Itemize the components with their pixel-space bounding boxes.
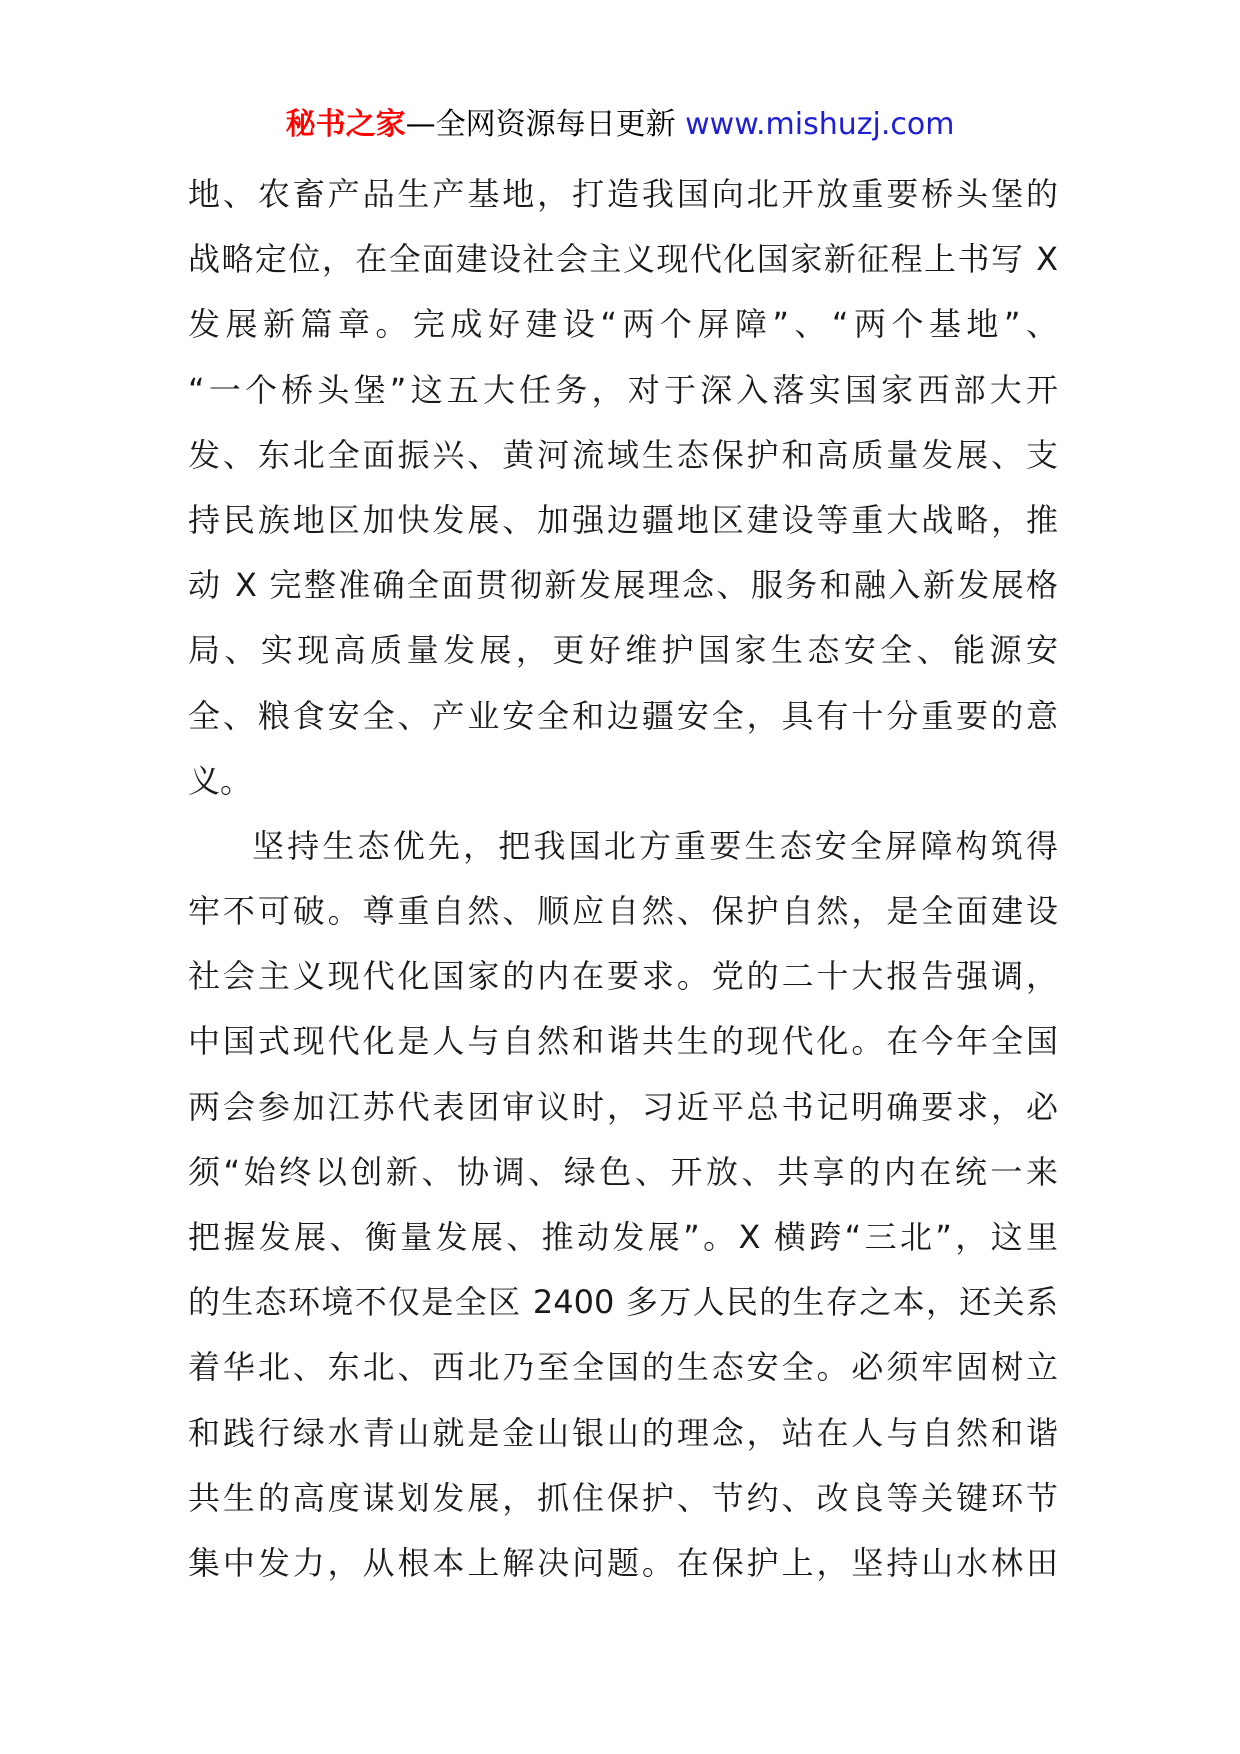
text-line: 社会主义现代化国家的内在要求。党的二十大报告强调， [188,957,1058,996]
text-line: 共生的高度谋划发展，抓住保护、节约、改良等关键环节 [188,1478,1058,1517]
text-line: “一个桥头堡”这五大任务，对于深入落实国家西部大开 [188,370,1058,409]
text-line: 集中发力，从根本上解决问题。在保护上，坚持山水林田 [188,1543,1058,1582]
text-line: 动 X 完整准确全面贯彻新发展理念、服务和融入新发展格 [188,566,1058,605]
text-line: 的生态环境不仅是全区 2400 多万人民的生存之本，还关系 [188,1283,1058,1322]
text-line: 须“始终以创新、协调、绿色、开放、共享的内在统一来 [188,1152,1058,1191]
text-line: 中国式现代化是人与自然和谐共生的现代化。在今年全国 [188,1022,1058,1061]
text-line: 发展新篇章。完成好建设“两个屏障”、“两个基地”、 [188,305,1058,344]
site-url-link[interactable]: www.mishuzj.com [685,107,955,142]
text-line: 牢不可破。尊重自然、顺应自然、保护自然，是全面建设 [188,892,1058,931]
text-line: 局、实现高质量发展，更好维护国家生态安全、能源安 [188,631,1058,670]
text-line: 发、东北全面振兴、黄河流域生态保护和高质量发展、支 [188,435,1058,474]
paragraph-2 [188,814,1058,1596]
document-body [188,162,1058,1596]
text-line: 两会参加江苏代表团审议时，习近平总书记明确要求，必 [188,1087,1058,1126]
text-line: 坚持生态优先，把我国北方重要生态安全屏障构筑得 [252,826,1058,865]
text-line: 全、粮食安全、产业安全和边疆安全，具有十分重要的意 [188,696,1058,735]
text-line: 和践行绿水青山就是金山银山的理念，站在人与自然和谐 [188,1413,1058,1452]
text-line: 把握发展、衡量发展、推动发展”。X 横跨“三北”，这里 [188,1218,1058,1256]
text-line: 战略定位，在全面建设社会主义现代化国家新征程上书写 X [188,240,1058,279]
paragraph-1 [188,162,1058,814]
site-header [0,100,1240,150]
text-line: 地、农畜产品生产基地，打造我国向北开放重要桥头堡的 [188,175,1058,213]
header-tagline: —全网资源每日更新 [405,107,686,142]
brand-name: 秘书之家 [285,107,406,142]
text-line: 着华北、东北、西北乃至全国的生态安全。必须牢固树立 [188,1348,1058,1387]
text-line: 持民族地区加快发展、加强边疆地区建设等重大战略，推 [188,500,1058,539]
text-line: 义。 [188,761,253,800]
